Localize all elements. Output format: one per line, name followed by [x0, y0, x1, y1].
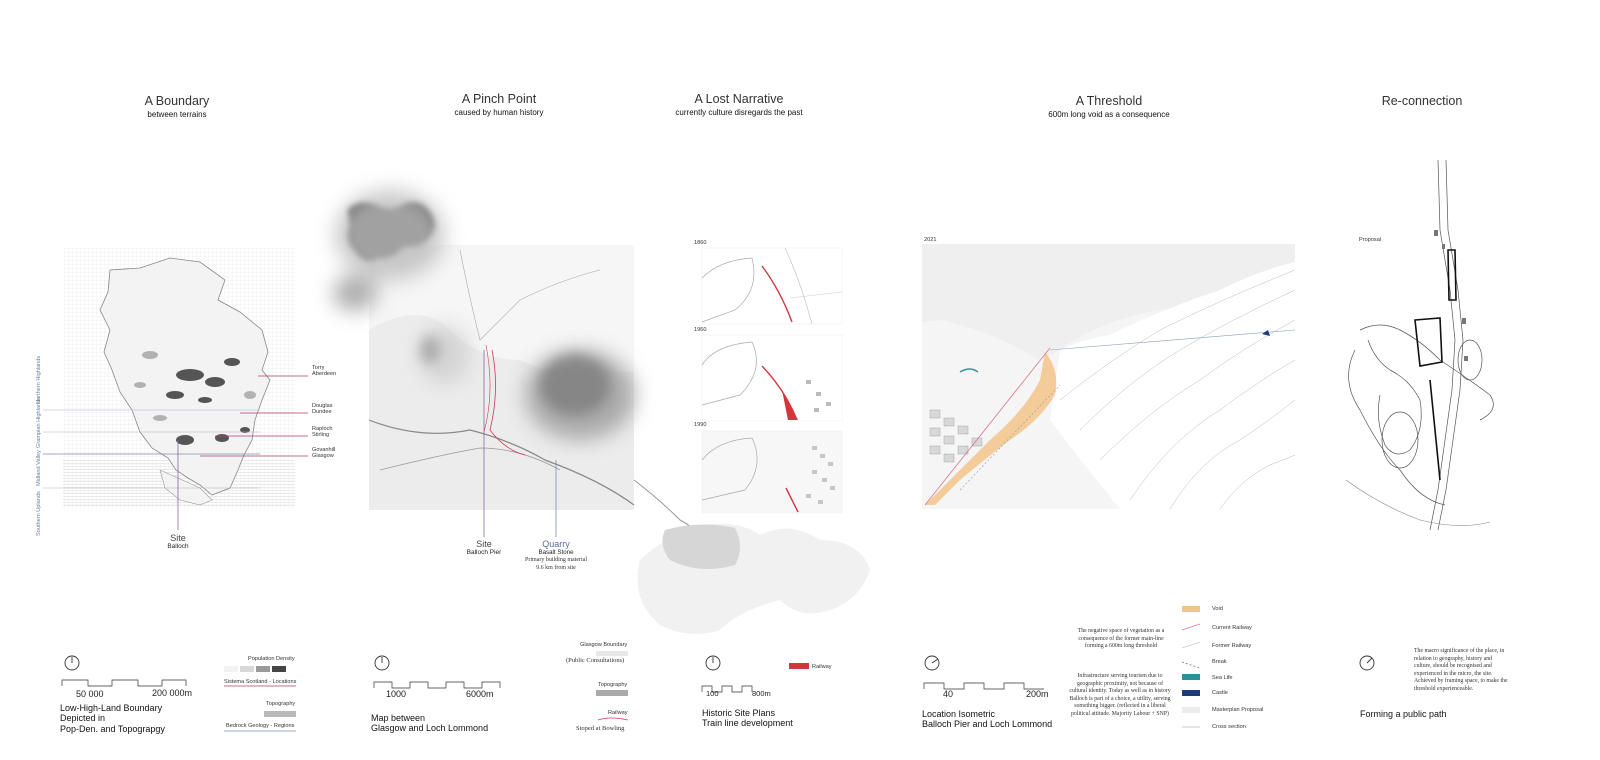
place-label: Torry Aberdeen	[312, 365, 337, 378]
panel-title-boundary: A Boundary	[144, 94, 210, 108]
threshold-text-void: The negative space of vegetation as a consequence of the former main-line forming a 600m long threshold	[1077, 628, 1165, 650]
legend-topo-sub: Bedrock Geology - Regions	[226, 723, 295, 729]
panel-title-reconnection: Re-connection	[1381, 94, 1463, 108]
legend-pop-sub: Sistema Scotland - Locations	[224, 679, 297, 685]
legend-pop-title: Population Density	[248, 656, 295, 662]
place-label: Raploch Stirling	[312, 426, 333, 439]
legend-item: Masterplan Proposal	[1212, 707, 1264, 713]
region-label-southern-uplands: Southern Uplands	[36, 491, 42, 536]
panel-title-threshold: A Threshold	[1075, 94, 1143, 108]
scale-label-end: 200 000m	[152, 688, 193, 698]
threshold-scale-end: 200m	[1026, 689, 1049, 699]
legend-railway: Railway	[608, 710, 628, 716]
panel-subtitle-pinch-point: caused by human history	[454, 108, 544, 117]
proposal-label: Proposal	[1359, 237, 1382, 243]
legend-railway: Railway	[812, 664, 832, 670]
legend-item: Current Railway	[1212, 625, 1252, 631]
threshold-scale-start: 40	[943, 689, 954, 699]
threshold-text-infrastructure: Infrastructure serving tourism due to geographic proximity, not because of cultural identity. Today as well as in history Balloch is part of a choice, a utility, serving something bigger. (reflected in a liberal political attitude. Majority Labour + SNP)	[1069, 673, 1171, 717]
pinch-scale-start: 1000	[386, 689, 407, 699]
pinch-site-label: Site	[476, 539, 492, 549]
site-sublabel: Balloch	[167, 543, 189, 550]
place-label: Govanhill Glasgow	[312, 447, 336, 460]
reconnection-caption: Forming a public path	[1360, 709, 1447, 719]
quarry-label: Quarry	[542, 539, 570, 549]
panel-subtitle-lost-narrative: currently culture disregards the past	[675, 108, 803, 117]
pinch-scale-end: 6000m	[466, 689, 494, 699]
legend-item: Break	[1212, 659, 1227, 665]
region-label-midland-valley: Midland Valley	[36, 450, 42, 486]
legend-item: Void	[1212, 606, 1223, 612]
narrative-caption: Historic Site Plans Train line development	[702, 708, 793, 729]
site-label: Site	[170, 533, 186, 543]
panel-title-lost-narrative: A Lost Narrative	[694, 92, 784, 106]
year-label: 1960	[694, 327, 707, 333]
scale-label-start: 50 000	[76, 689, 104, 699]
threshold-caption: Location Isometric Balloch Pier and Loch Lommond	[922, 709, 1053, 730]
year-label: 1990	[694, 422, 707, 428]
quarry-note: Primary building material 9.6 km from site	[525, 557, 587, 571]
region-label-northern-highlands: Northern Highlands	[36, 355, 42, 404]
region-label-grampian-highlands: Grampian Highlands	[36, 397, 42, 448]
legend-item: Former Railway	[1212, 643, 1252, 649]
panel-title-pinch-point: A Pinch Point	[461, 92, 537, 106]
place-label: Douglas Dundee	[312, 403, 333, 416]
year-label: 1860	[694, 240, 707, 246]
legend-topo-title: Topography	[266, 701, 296, 707]
legend-item: Sea Life	[1212, 675, 1233, 681]
narrative-scale-end: 800m	[752, 689, 771, 698]
threshold-year: 2021	[924, 237, 937, 243]
legend-stopped: Stoped at Bowling	[576, 725, 625, 732]
legend-topography: Topography	[598, 682, 628, 688]
pinch-site-sublabel: Balloch Pier	[466, 549, 502, 556]
legend-item: Cross section	[1212, 724, 1246, 730]
panel-subtitle-boundary: between terrains	[147, 110, 207, 119]
narrative-scale-start: 100	[706, 689, 719, 698]
panel-subtitle-threshold: 600m long void as a consequence	[1048, 110, 1170, 119]
legend-item: Castle	[1212, 690, 1228, 696]
quarry-sublabel: Basalt Stone	[538, 549, 574, 556]
reconnection-text: The macro significance of the place, in relation to geography, history and culture, should be recognised and experienced in the micro, the site. Achieved by framing space, to make the threshold experienceable.	[1414, 648, 1508, 692]
pinch-caption: Map between Glasgow and Loch Lommond	[371, 713, 489, 734]
boundary-caption: Low-High-Land Boundary Depicted in Pop-Den. and Topograpgy	[60, 703, 165, 734]
legend-glasgow: Glasgow Boundary	[580, 642, 628, 648]
legend-public: (Public Consultations)	[566, 657, 625, 664]
